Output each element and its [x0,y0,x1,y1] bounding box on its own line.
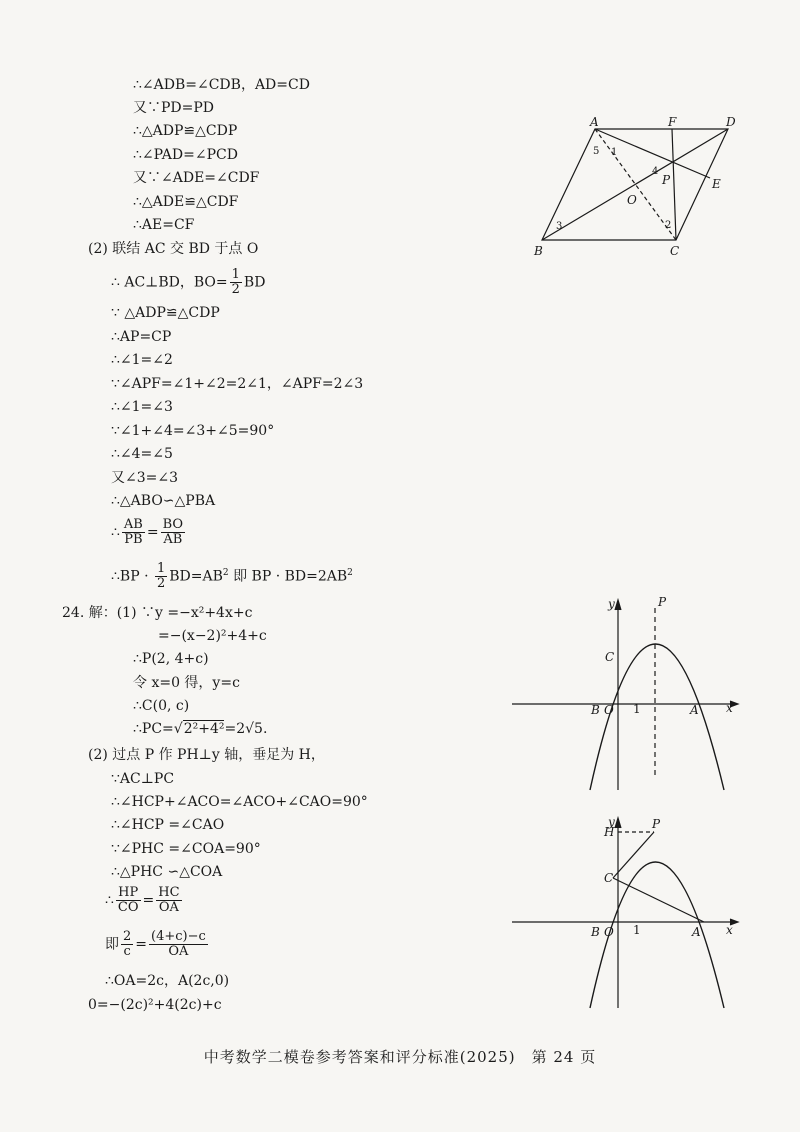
q24-line: ∴∠HCP+∠ACO=∠ACO+∠CAO=90° [111,794,368,810]
label-B: B [534,244,543,258]
angle-3: 3 [556,221,563,232]
proof-line: 又∠3=∠3 [111,470,179,486]
q24-line: 0=−(2c)²+4(2c)+c [88,997,222,1013]
axis-y-label: y [608,815,615,829]
q24-line: 24. 解：(1) ∵y =−x²+4x+c [62,605,253,621]
angle-1: 1 [611,147,618,158]
q24-line: ∴OA=2c，A(2c,0) [105,973,230,989]
proof-line: ∴∠PAD=∠PCD [133,147,238,163]
origin-label: O [604,703,614,717]
point-A-label: A [690,703,699,717]
proof-line: ∵∠1+∠4=∠3+∠5=90° [111,423,275,439]
label-D: D [726,115,736,129]
proof-line-bo [111,268,265,297]
q24-line: ∵AC⊥PC [111,771,175,787]
half-fraction: $\frac{1}{2}$ [231,267,240,297]
tick-1-label: 1 [633,702,641,716]
bo-prefix: ∴ AC⊥BD，BO= [111,274,228,291]
parabola-graph-1 [512,594,752,814]
point-H-label: H [604,825,615,839]
q24-line: ∵∠PHC =∠COA=90° [111,841,261,857]
proof-line: ∴∠1=∠2 [111,352,173,368]
point-A-label: A [692,925,701,939]
proof-line: 又∵PD=PD [133,100,215,116]
parabola-graph-2 [512,812,752,1012]
proof-line: ∴∠4=∠5 [111,446,173,462]
axis-x-label: x [726,701,733,715]
proof-line: ∴AP=CP [111,329,172,345]
ratio-line-3: 即 $\frac{2}{c}$ = $\frac{(4+c)-c}{OA}$ [105,929,206,959]
label-F: F [668,115,677,129]
axis-x-label: x [726,923,733,937]
proof-line: ∴△ADP≌△CDP [133,123,238,139]
bp-line: ∴BP · $\frac{1}{2}$ $BD=AB^2$ 即 BP · $BD=2AB^2$ [111,561,353,591]
tick-1-label: 1 [633,923,641,937]
q24-line: ∴△PHC ∽△COA [111,864,223,880]
angle-2: 2 [665,220,672,231]
ratio-line-2: ∴ $\frac{HP}{CO}$ = $\frac{HC}{OA}$ [105,885,180,915]
page-footer: 中考数学二模卷参考答案和评分标准(2025) 第 24 页 [203,1048,597,1066]
angle-5: 5 [593,146,600,157]
vertex-label: P [658,595,667,609]
proof-line: ∵∠APF=∠1+∠2=2∠1，∠APF=2∠3 [111,376,364,392]
ratio-line-1: ∴ $\frac{AB}{PB}$ = $\frac{BO}{AB}$ [111,517,184,547]
proof-line: ∴△ABO∽△PBA [111,493,216,509]
origin-label: O [604,925,614,939]
proof-line: ∴AE=CF [133,217,195,233]
q24-line: ∴C(0, c) [133,698,190,714]
point-C-label: C [605,650,615,664]
proof-line: ∵ △ADP≌△CDP [111,305,220,321]
label-E: E [712,177,721,191]
axis-y-label: y [608,597,615,611]
parallelogram-figure [520,115,760,268]
bo-suffix: BD [243,274,266,291]
vertex-label: P [652,817,661,831]
q24-line: =−(x−2)²+4+c [158,628,267,644]
q24-line: ∴P(2, 4+c) [133,651,209,667]
point-C-label: C [604,871,614,885]
proof-line: ∴∠1=∠3 [111,399,173,415]
label-O: O [627,193,637,207]
label-C: C [670,244,680,258]
angle-4: 4 [652,166,659,177]
q24-line: 令 x=0 得，y=c [133,675,240,691]
proof-line: (2) 联结 AC 交 BD 于点 O [88,241,259,257]
proof-line: 又∵∠ADE=∠CDF [133,170,260,186]
point-B-label: B [591,925,600,939]
proof-line: ∴∠ADB=∠CDB，AD=CD [133,77,310,93]
point-B-label: B [591,703,600,717]
pc-line: ∴PC=√2²+4²=2√5. [133,721,268,737]
label-P: P [662,173,671,187]
q24-line: ∴∠HCP =∠CAO [111,817,225,833]
label-A: A [590,115,599,129]
q24-line: (2) 过点 P 作 PH⊥y 轴，垂足为 H， [88,747,325,763]
proof-line: ∴△ADE≌△CDF [133,194,239,210]
